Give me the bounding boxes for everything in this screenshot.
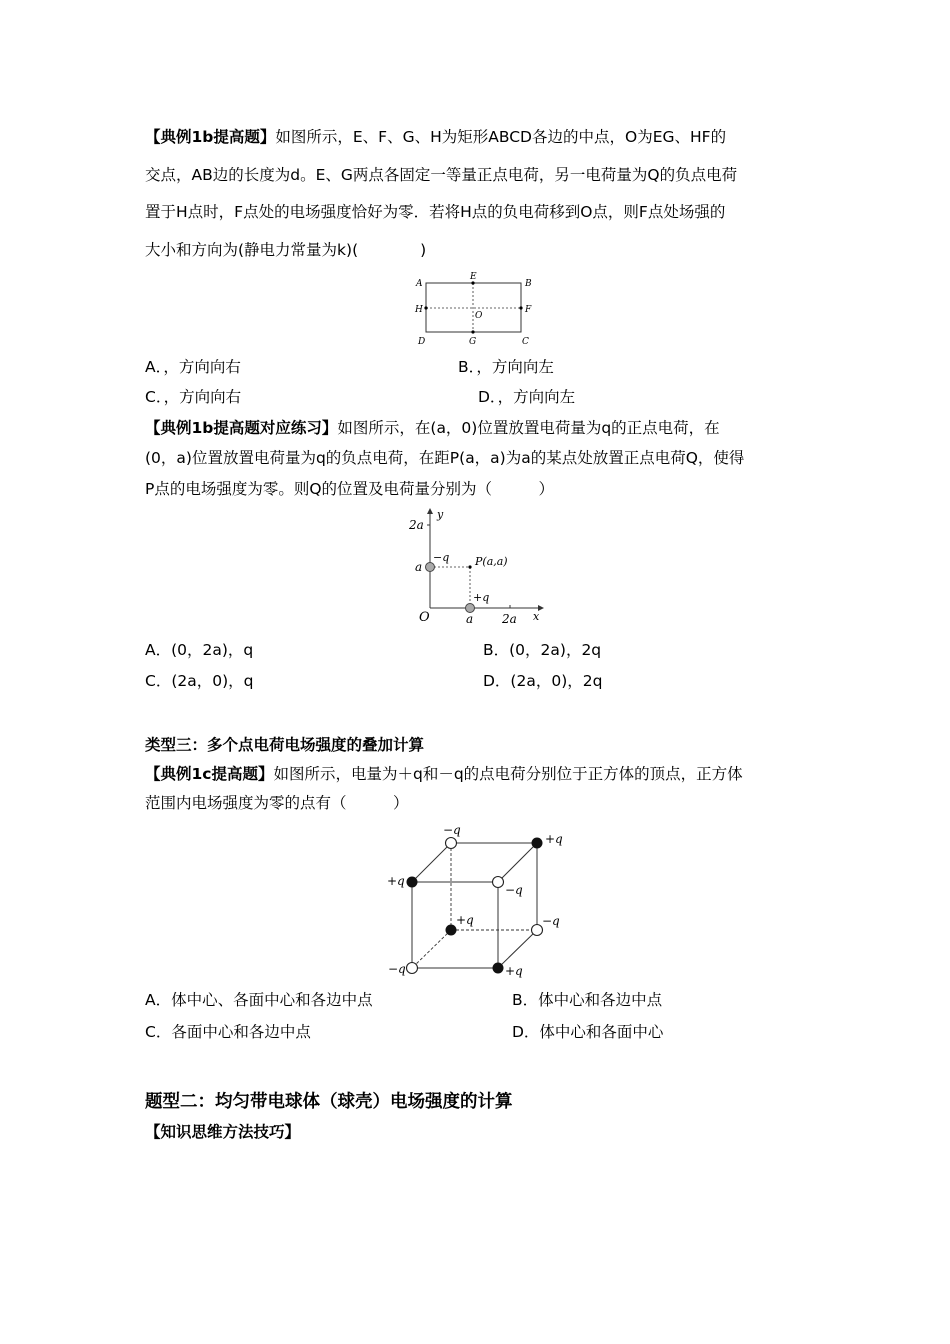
label-top-back-left: −q [443, 823, 461, 837]
q2-option-c[interactable]: C．(2a，0)，q [145, 672, 254, 690]
q3-line-2: 范围内电场强度为零的点有（ ） [145, 794, 409, 812]
q1-rectangle-figure [410, 272, 540, 348]
label-y-2a: 2a [409, 518, 424, 532]
charge-bottom-front-right [493, 963, 504, 974]
q1-line-4: 大小和方向为(静电力常量为k)( ) [145, 241, 427, 259]
label-x-a: a [466, 612, 474, 626]
label-D: D [418, 337, 426, 347]
q3-line-1 [145, 764, 743, 784]
label-p: P(a,a) [475, 555, 508, 568]
label-x-2a: 2a [502, 612, 517, 626]
label-pos-q: +q [473, 591, 490, 604]
q2-line-1 [145, 418, 720, 438]
label-E: E [470, 272, 477, 282]
label-bottom-back-right: −q [542, 914, 560, 928]
label-top-front-right: −q [505, 883, 523, 897]
q2-line-3: P点的电场强度为零。则Q的位置及电荷量分别为（ ） [145, 480, 555, 498]
q2-tag: 【典例1b提高题对应练习】 [145, 419, 338, 437]
type2-heading: 题型二：均匀带电球体（球壳）电场强度的计算 [145, 1092, 513, 1112]
type3-heading: 类型三：多个点电荷电场强度的叠加计算 [145, 736, 425, 754]
q3-option-a[interactable]: A．体中心、各面中心和各边中点 [145, 991, 373, 1009]
label-y-a: a [415, 560, 423, 574]
label-C: C [522, 337, 529, 347]
charge-top-back-left [446, 838, 457, 849]
charge-bottom-back-right [532, 925, 543, 936]
label-O: O [475, 311, 483, 321]
q3-option-d[interactable]: D．体中心和各面中心 [512, 1023, 664, 1041]
q1-text: 如图所示，E、F、G、H为矩形ABCD各边的中点，O为EG、HF的 [275, 128, 727, 146]
q1-option-b[interactable]: B．，方向向左 [458, 358, 554, 376]
label-bottom-back-left: +q [456, 913, 474, 927]
label-neg-q: −q [433, 551, 450, 564]
label-H: H [415, 305, 423, 315]
label-top-front-left: +q [387, 874, 405, 888]
label-y: y [437, 508, 444, 521]
label-x: x [533, 610, 540, 623]
q1-option-a[interactable]: A．，方向向右 [145, 358, 241, 376]
label-origin: O [419, 610, 430, 625]
q1-option-c[interactable]: C．，方向向右 [145, 388, 242, 406]
label-bottom-front-left: −q [388, 962, 406, 976]
q1-line-3: 置于H点时，F点处的电场强度恰好为零．若将H点的负电荷移到O点，则F点处场强的 [145, 203, 726, 221]
charge-bottom-back-left [446, 925, 457, 936]
charge-top-front-left [407, 877, 418, 888]
q1-line-2: 交点，AB边的长度为d。E、G两点各固定一等量正点电荷，另一电荷量为Q的负点电荷 [145, 166, 738, 184]
charge-top-back-right [532, 838, 543, 849]
q2-option-d[interactable]: D．(2a，0)，2q [483, 672, 603, 690]
type2-subtitle: 【知识思维方法技巧】 [145, 1123, 301, 1141]
label-bottom-front-right: +q [505, 964, 523, 978]
q2-line-2: (0，a)位置放置电荷量为q的负点电荷，在距P(a，a)为a的某点处放置正点电荷Q，使得 [145, 449, 745, 467]
q2-option-b[interactable]: B．(0，2a)，2q [483, 641, 602, 659]
q2-coordinate-figure [405, 505, 550, 630]
label-F: F [525, 305, 532, 315]
q3-tag: 【典例1c提高题】 [145, 765, 274, 783]
q1-line-1 [145, 127, 726, 147]
q2-text: 如图所示，在(a，0)位置放置电荷量为q的正点电荷，在 [337, 419, 720, 437]
q3-option-c[interactable]: C．各面中心和各边中点 [145, 1023, 311, 1041]
charge-top-front-right [493, 877, 504, 888]
q1-option-d[interactable]: D．，方向向左 [478, 388, 576, 406]
label-A: A [416, 279, 423, 289]
q3-option-b[interactable]: B．体中心和各边中点 [512, 991, 663, 1009]
q3-text: 如图所示，电量为＋q和－q的点电荷分别位于正方体的顶点，正方体 [273, 765, 743, 783]
label-B: B [525, 279, 532, 289]
q1-tag: 【典例1b提高题】 [145, 128, 276, 146]
label-G: G [469, 337, 477, 347]
q3-cube-figure [385, 820, 570, 980]
point-p [468, 565, 471, 568]
charge-bottom-front-left [407, 963, 418, 974]
label-top-back-right: +q [545, 832, 563, 846]
q2-option-a[interactable]: A．(0，2a)，q [145, 641, 254, 659]
